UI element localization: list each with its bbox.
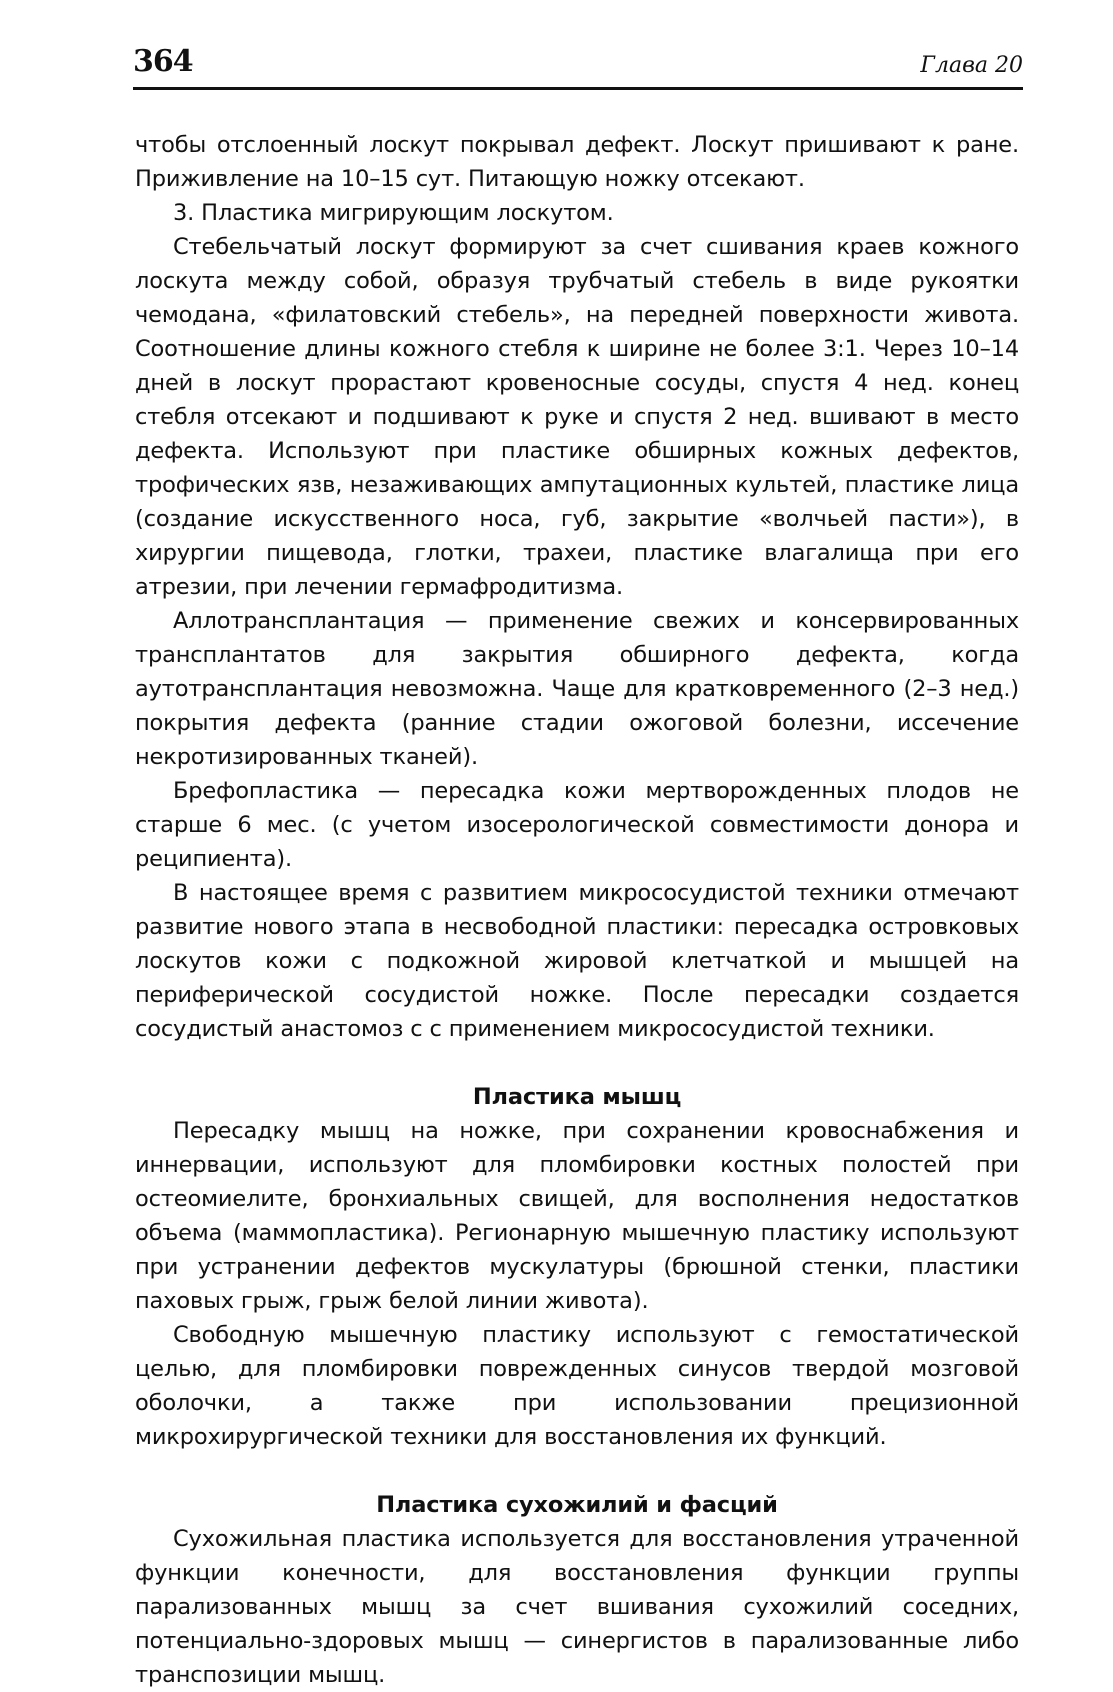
page-number: 364 bbox=[133, 44, 193, 79]
paragraph-microvascular: В настоящее время с развитием микрососудистой техники отмечают развитие нового этапа в несвободной пластики: пересадка островковых лоскутов кожи с подкожной жировой клетчаткой и мышцей на периферической сосудистой ножке. После пересадки создается сосудистый анастомоз с с применением микрососудистой техники. bbox=[135, 880, 1019, 1042]
paragraph-brephoplasty: Брефопластика — пересадка кожи мертворожденных плодов не старше 6 мес. (с учетом изосерологической совместимости донора и реципиента). bbox=[135, 778, 1019, 872]
paragraph-tendon: Сухожильная пластика используется для восстановления утраченной функции конечности, для восстановления функции группы парализованных мышц за счет вшивания сухожилий соседних, потенциально-здоровых мышц — синергистов в парализованные либо транспозиции мышц. bbox=[135, 1526, 1019, 1688]
paragraph-list-item: 3. Пластика мигрирующим лоскутом. bbox=[173, 200, 614, 226]
paragraph-muscle-flap: Пересадку мышц на ножке, при сохранении кровоснабжения и иннервации, используют для пломбировки костных полостей при остеомиелите, бронхиальных свищей, для восполнения недостатков объема (маммопластика). Регионарную мышечную пластику используют при устранении дефектов мускулатуры (брюшной стенки, пластики паховых грыж, грыж белой линии живота). bbox=[135, 1118, 1019, 1314]
paragraph-stem-flap: Стебельчатый лоскут формируют за счет сшивания краев кожного лоскута между собой, образуя трубчатый стебель в виде рукоятки чемодана, «филатовский стебель», на передней поверхности живота. Соотношение длины кожного стебля к ширине не более 3:1. Через 10–14 дней в лоскут прорастают кровеносные сосуды, спустя 4 нед. конец стебля отсекают и подшивают к руке и спустя 2 нед. вшивают в место дефекта. Используют при пластике обширных кожных дефектов, трофических язв, незаживающих ампутационных культей, пластике лица (создание искусственного носа, губ, закрытие «волчьей пасти»), в хирургии пищевода, глотки, трахеи, пластике влагалища при его атрезии, при лечении гермафродитизма. bbox=[135, 234, 1019, 600]
body-text bbox=[135, 128, 1019, 1692]
paragraph-continuation: чтобы отслоенный лоскут покрывал дефект. Лоскут пришивают к ране. Приживление на 10–15 сут. Питающую ножку отсекают. bbox=[135, 132, 1019, 192]
paragraph-allotransplantation: Аллотрансплантация — применение свежих и консервированных трансплантатов для закрытия обширного дефекта, когда аутотрансплантация невозможна. Чаще для кратковременного (2–3 нед.) покрытия дефекта (ранние стадии ожоговой болезни, иссечение некротизированных тканей). bbox=[135, 608, 1019, 770]
page-header bbox=[133, 40, 1023, 90]
section-heading-muscle: Пластика мышц bbox=[472, 1084, 682, 1110]
paragraph-free-muscle: Свободную мышечную пластику используют с гемостатической целью, для пломбировки поврежденных синусов твердой мозговой оболочки, а также при использовании прецизионной микрохирургической техники для восстановления их функций. bbox=[135, 1322, 1019, 1450]
header-rule bbox=[133, 87, 1023, 90]
chapter-title: Глава 20 bbox=[920, 53, 1023, 78]
section-heading-tendon: Пластика сухожилий и фасций bbox=[376, 1492, 778, 1518]
